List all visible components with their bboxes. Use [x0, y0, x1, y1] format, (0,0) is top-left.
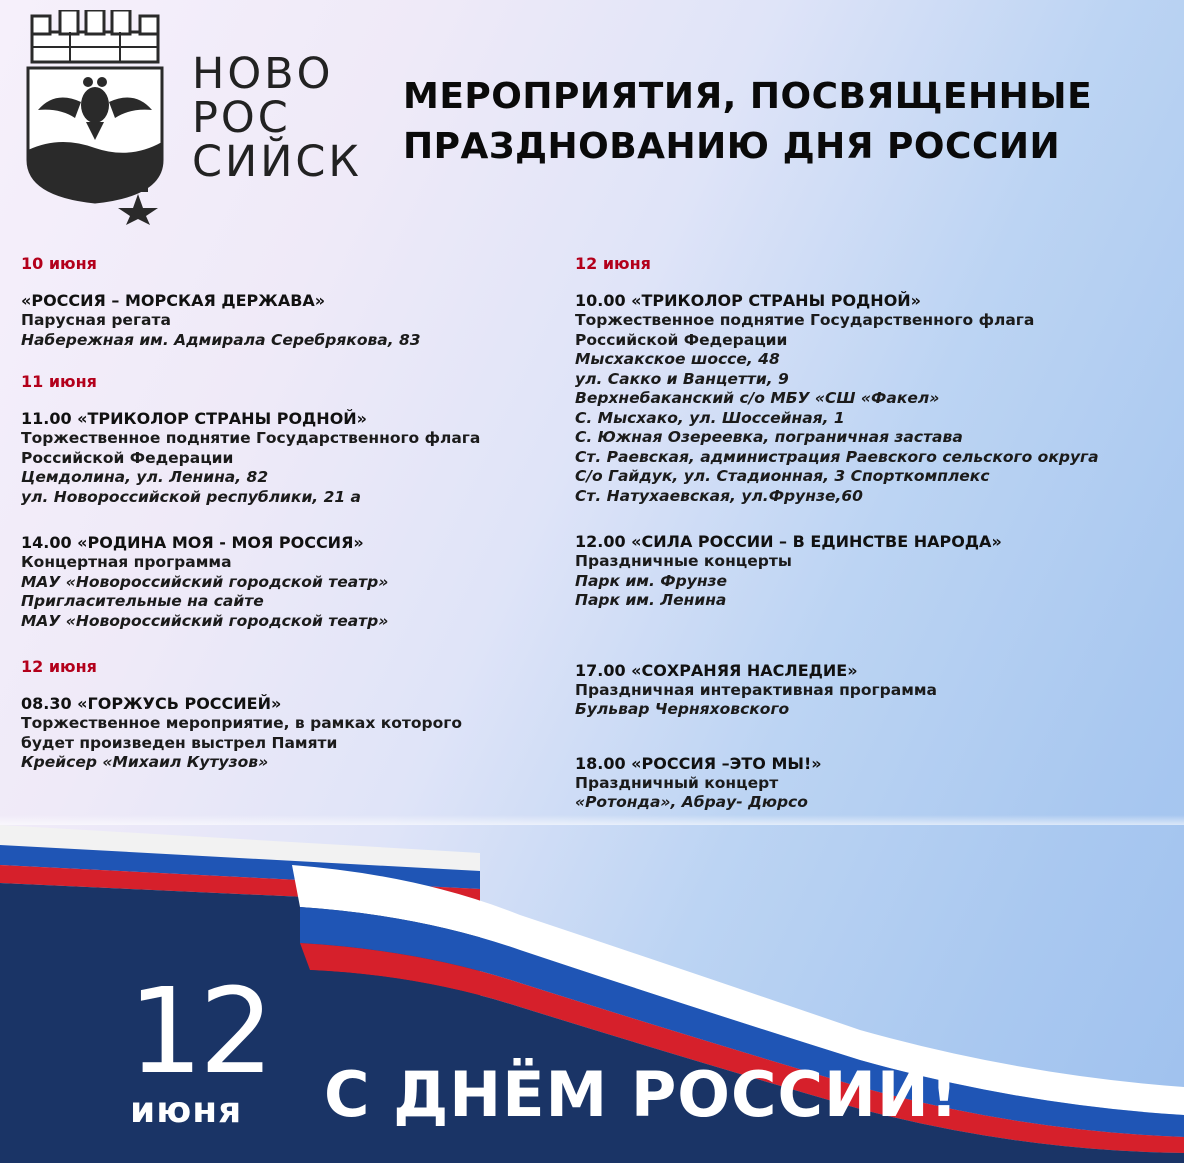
event-description: Торжественное мероприятие, в рамках которого [21, 714, 463, 732]
title-line-1: МЕРОПРИЯТИЯ, ПОСВЯЩЕННЫЕ [403, 76, 1093, 117]
footer-slogan: С ДНЁМ РОССИИ! [324, 1058, 960, 1131]
event-place: ул. Новороссийской республики, 21 а [21, 487, 362, 506]
event-place: «Ротонда», Абрау- Дюрсо [575, 793, 808, 811]
title-line-2: ПРАЗДНОВАНИЮ ДНЯ РОССИИ [403, 126, 1061, 167]
event-description: Российской Федерации [575, 330, 788, 349]
event-place: Цемдолина, ул. Ленина, 82 [21, 468, 269, 486]
event-place: Бульвар Черняховского [575, 700, 790, 718]
event-description: будет произведен выстрел Памяти [21, 733, 338, 752]
event-place: Набережная им. Адмирала Серебрякова, 83 [21, 330, 421, 349]
date-heading: 11 июня [21, 372, 97, 391]
event-description: Торжественное поднятие Государственного флага [575, 311, 1035, 329]
event-description: Праздничные концерты [575, 552, 792, 570]
event-title: 18.00 «РОССИЯ –ЭТО МЫ!» [575, 753, 822, 773]
event-description: Концертная программа [21, 553, 232, 571]
city-wordmark [192, 49, 362, 187]
page-title [403, 72, 1092, 172]
event-title: 14.00 «РОДИНА МОЯ - МОЯ РОССИЯ» [21, 533, 364, 552]
event-place: МАУ «Новороссийский городской театр» [21, 572, 389, 591]
schedule-left-column [21, 254, 561, 773]
event-place: Крейсер «Михаил Кутузов» [21, 753, 269, 771]
event-place: ул. Сакко и Ванцетти, 9 [575, 369, 789, 388]
event-place: Ст. Натухаевская, ул.Фрунзе,60 [575, 486, 863, 505]
event-title: «РОССИЯ – МОРСКАЯ ДЕРЖАВА» [21, 291, 326, 310]
footer-day-number: 12 [128, 962, 271, 1100]
event-place: Верхнебаканский с/о МБУ «СШ «Факел» [575, 389, 940, 407]
footer-month: июня [130, 1090, 243, 1131]
event-place: Ст. Раевская, администрация Раевского сельского округа [575, 447, 1099, 466]
event-place: Парк им. Ленина [575, 591, 727, 609]
event-description: Российской Федерации [21, 448, 234, 467]
event-place: Мысхакское шоссе, 48 [575, 350, 780, 368]
event-place: С/о Гайдук, ул. Стадионная, 3 Спорткомплекс [575, 467, 990, 485]
event-description: Торжественное поднятие Государственного флага [21, 429, 481, 447]
event-place: С. Мысхако, ул. Шоссейная, 1 [575, 408, 845, 427]
event-note: МАУ «Новороссийский городской театр» [21, 611, 389, 630]
date-heading: 12 июня [21, 657, 97, 676]
city-coat-of-arms-icon [20, 10, 170, 225]
event-description: Парусная регата [21, 311, 171, 329]
event-note: Пригласительные на сайте [21, 592, 264, 610]
event-title: 17.00 «СОХРАНЯЯ НАСЛЕДИЕ» [575, 660, 858, 680]
event-description: Праздничный концерт [575, 773, 779, 792]
city-line-3: СИЙСК [192, 137, 362, 187]
event-title: 10.00 «ТРИКОЛОР СТРАНЫ РОДНОЙ» [575, 291, 922, 310]
date-heading: 10 июня [21, 254, 97, 273]
event-title: 11.00 «ТРИКОЛОР СТРАНЫ РОДНОЙ» [21, 409, 368, 428]
schedule-right-column [575, 254, 1175, 813]
event-description: Праздничная интерактивная программа [575, 680, 937, 699]
date-heading: 12 июня [575, 254, 651, 273]
city-line-1: НОВО [192, 49, 334, 99]
event-place: Парк им. Фрунзе [575, 571, 728, 590]
event-place: С. Южная Озереевка, пограничная застава [575, 428, 963, 446]
event-title: 12.00 «СИЛА РОССИИ – В ЕДИНСТВЕ НАРОДА» [575, 532, 1002, 551]
event-title: 08.30 «ГОРЖУСЬ РОССИЕЙ» [21, 694, 282, 713]
city-line-2: РОС [192, 93, 291, 143]
